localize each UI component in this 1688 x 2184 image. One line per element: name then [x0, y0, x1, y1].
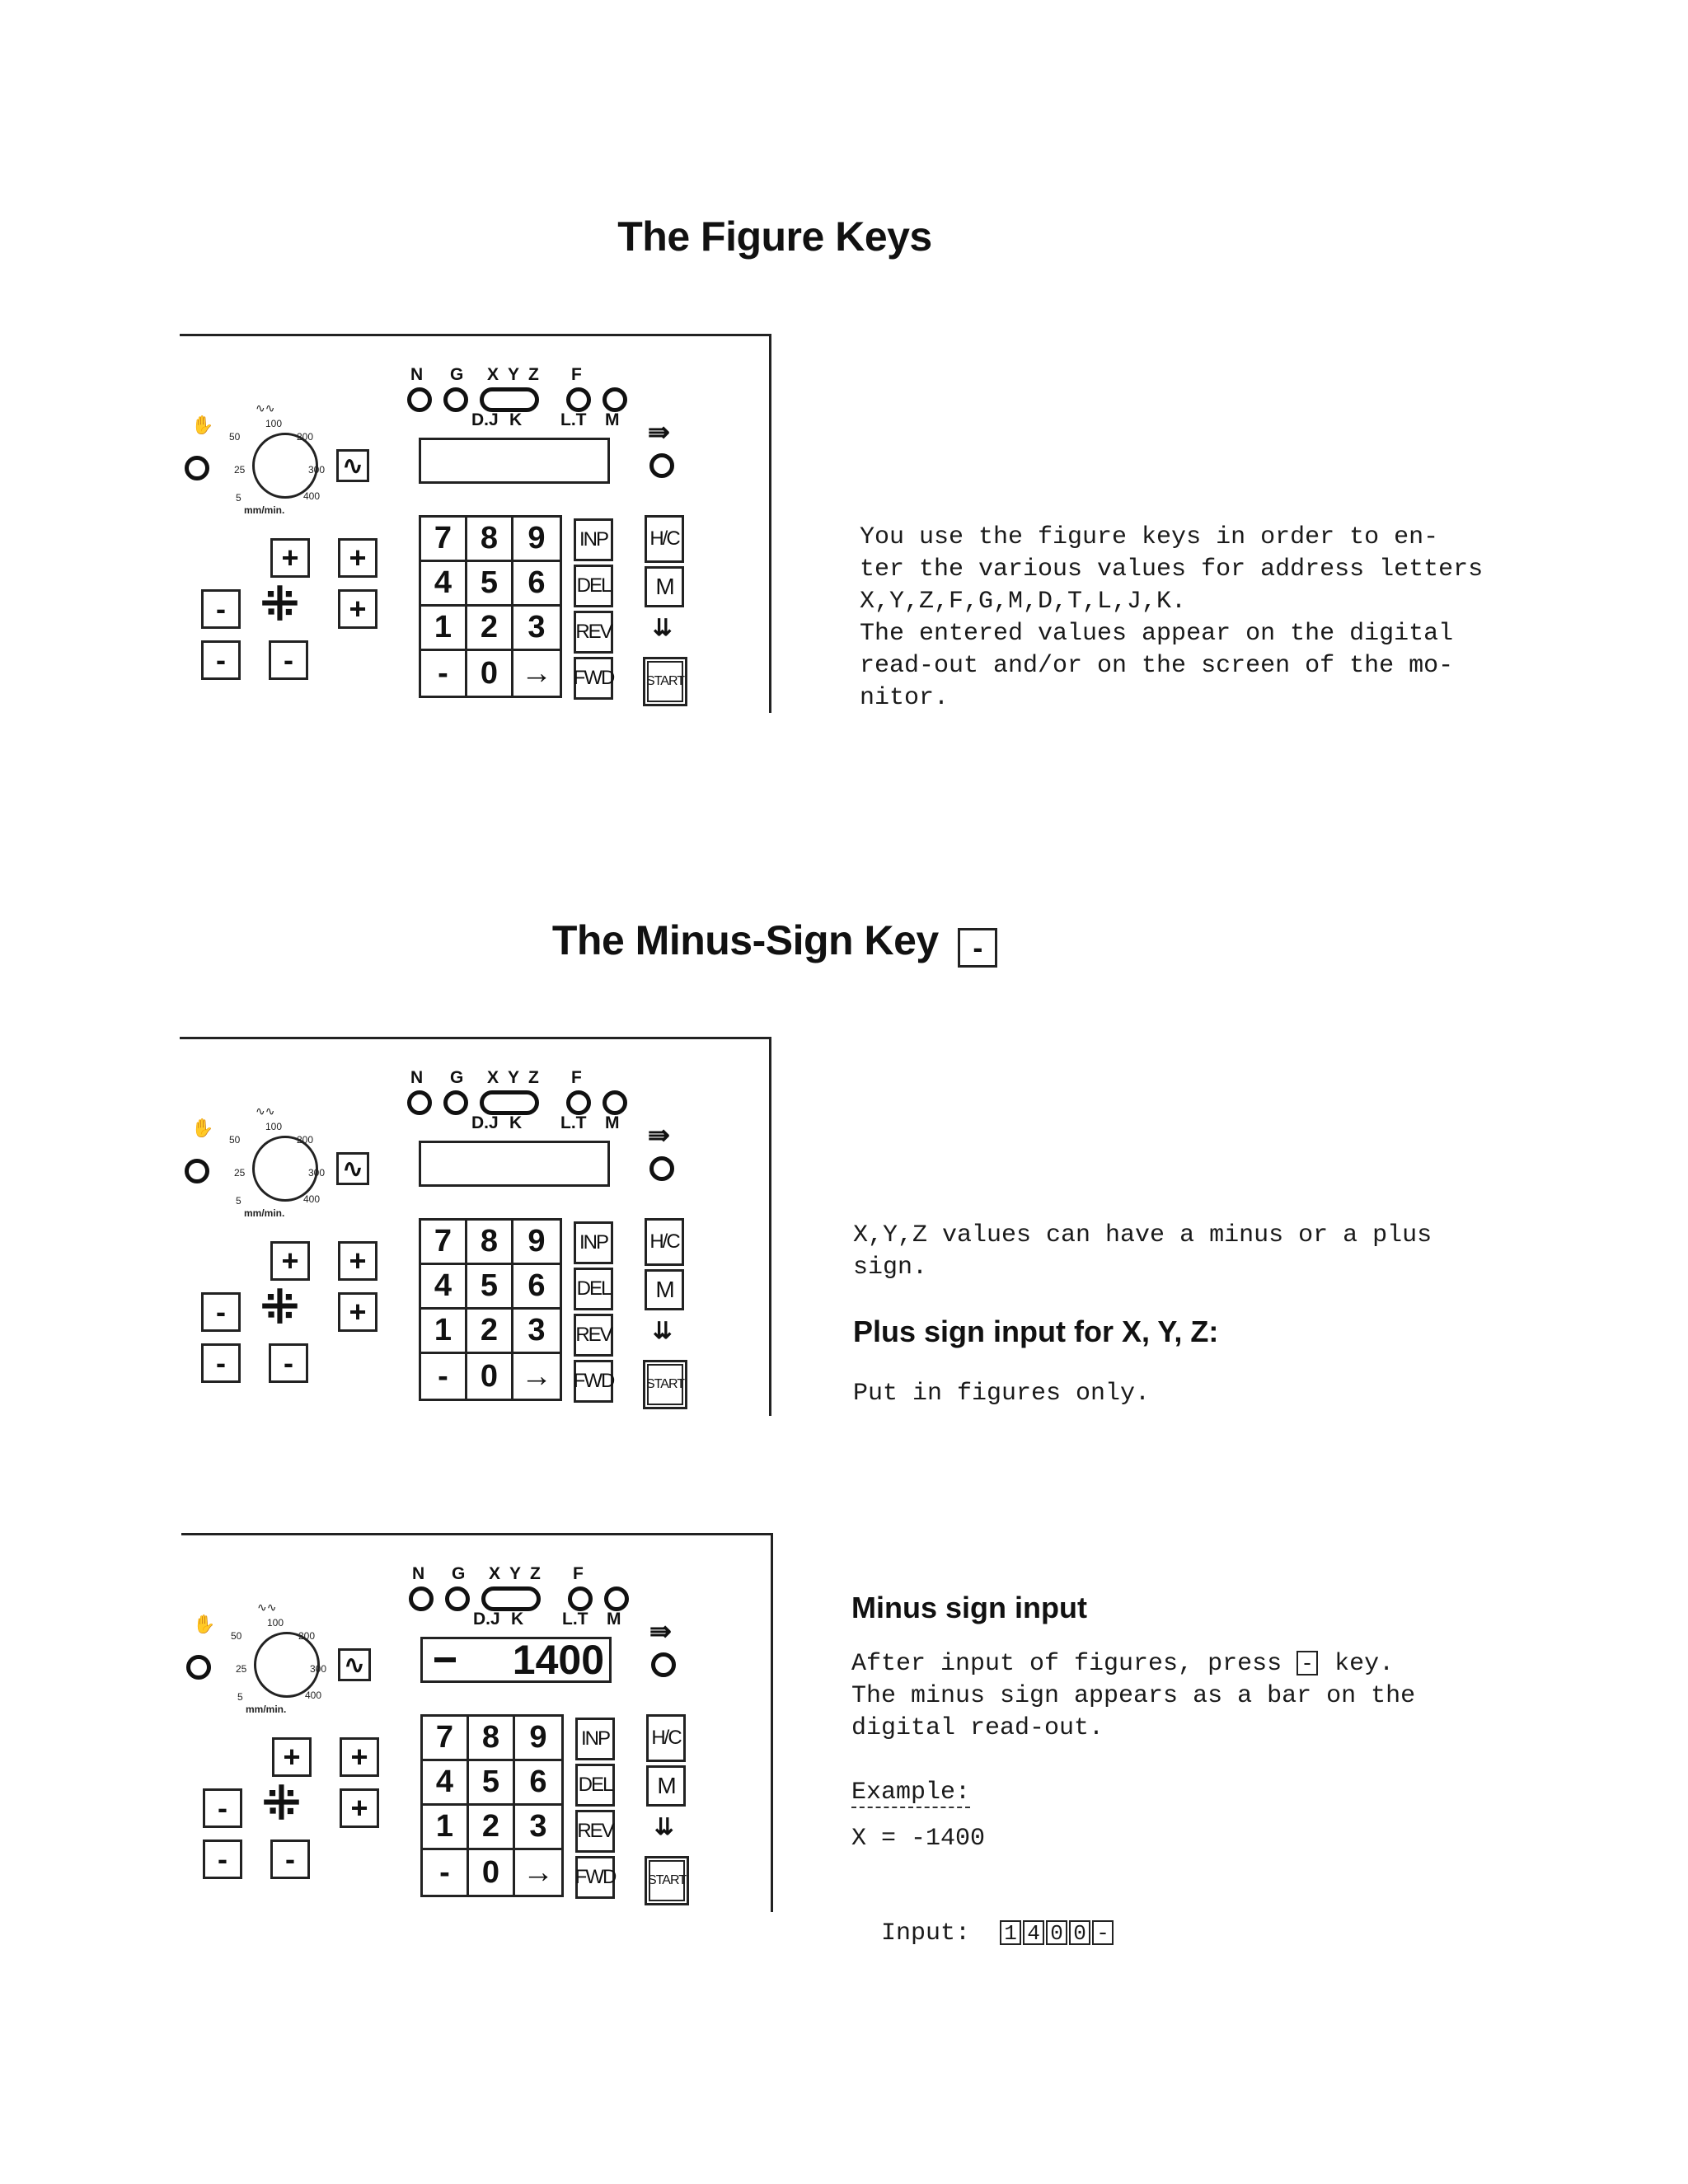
address-label-m: M: [607, 1610, 621, 1629]
input-key: -: [1092, 1920, 1114, 1945]
digit-key[interactable]: 8: [467, 1221, 513, 1265]
digit-key[interactable]: 4: [423, 1761, 469, 1806]
digit-key[interactable]: 3: [515, 1806, 561, 1850]
axis-cross-icon: ⁜: [262, 1777, 301, 1829]
hand-icon: ✋: [191, 1118, 214, 1138]
digit-key[interactable]: 5: [467, 562, 513, 607]
jog-plus-key[interactable]: +: [338, 1241, 377, 1281]
panel-border-right: [769, 334, 771, 713]
hand-icon: ✋: [191, 415, 214, 435]
digit-key[interactable]: 2: [469, 1806, 515, 1850]
address-label-x: X: [487, 365, 499, 384]
address-label-x: X: [489, 1564, 501, 1583]
dial-value: 5: [236, 1195, 241, 1207]
jump-arrow-icon: ⇛: [648, 1120, 670, 1150]
digit-key[interactable]: 2: [467, 1310, 513, 1354]
body-after-key: key. The minus sign appears as a bar on the digital read-out.: [851, 1650, 1416, 1742]
hc-key[interactable]: H/C: [646, 1714, 686, 1762]
status-led: [651, 1652, 676, 1677]
input-sequence: [851, 1886, 1115, 1950]
address-label-z: Z: [528, 1068, 539, 1087]
address-label-n: N: [410, 1068, 424, 1087]
led-xyz-group: [480, 1090, 539, 1115]
jump-arrow-icon: ⇛: [648, 417, 670, 447]
dial-unit: mm/min.: [244, 1207, 285, 1219]
digit-key[interactable]: 1: [421, 607, 467, 651]
control-panel-3: [181, 1533, 783, 1912]
manual-mode-led: [185, 1159, 209, 1183]
digit-key[interactable]: 1: [423, 1806, 469, 1850]
led-m: [604, 1586, 629, 1611]
status-led: [649, 453, 674, 478]
jog-plus-key[interactable]: +: [338, 589, 377, 629]
address-label-z: Z: [530, 1564, 541, 1583]
block-icon: ⇊: [653, 615, 673, 640]
digit-key[interactable]: 3: [513, 1310, 560, 1354]
feed-wave-icon: ∿∿: [256, 401, 275, 415]
minus-key-icon: -: [1296, 1651, 1318, 1675]
rev-key[interactable]: REV: [574, 611, 613, 654]
led-f: [568, 1586, 593, 1611]
address-label-m: M: [605, 410, 620, 429]
jump-arrow-icon: ⇛: [649, 1616, 672, 1646]
address-label-n: N: [410, 365, 424, 384]
digit-key[interactable]: 7: [423, 1717, 469, 1761]
digit-key[interactable]: 0: [469, 1850, 515, 1895]
address-label-lt: L.T: [562, 1610, 588, 1629]
address-label-k: K: [511, 1610, 524, 1629]
hc-key[interactable]: H/C: [645, 1218, 684, 1266]
digit-key[interactable]: →: [521, 655, 552, 691]
section-title-minus-sign-key: [0, 916, 1550, 968]
address-label-f: F: [571, 1068, 582, 1087]
start-key[interactable]: START: [643, 657, 687, 706]
dial-value: 200: [298, 1630, 316, 1642]
jog-plus-key[interactable]: +: [340, 1737, 379, 1777]
section-title-figure-keys: The Figure Keys: [617, 213, 932, 260]
dial-value: 100: [265, 418, 283, 429]
address-label-f: F: [573, 1564, 584, 1583]
start-key[interactable]: START: [643, 1360, 687, 1409]
dial-value: 300: [308, 464, 326, 476]
address-label-y: Y: [508, 1068, 520, 1087]
axis-cross-icon: ⁜: [260, 578, 299, 630]
address-label-dj: D.J: [471, 410, 499, 429]
fwd-key[interactable]: FWD: [574, 1360, 613, 1403]
dial-value: 5: [237, 1691, 243, 1703]
spindle-tilde-key[interactable]: ∿: [336, 1152, 369, 1185]
address-label-f: F: [571, 365, 582, 384]
panel-border-right: [771, 1533, 773, 1912]
jog-minus-key[interactable]: -: [201, 1292, 241, 1332]
panel-border-right: [769, 1037, 771, 1416]
dial-value: 400: [303, 490, 321, 502]
hand-icon: ✋: [193, 1614, 216, 1634]
status-led: [649, 1156, 674, 1181]
jog-plus-key[interactable]: +: [270, 1241, 310, 1281]
led-f: [566, 387, 591, 412]
led-xyz-group: [480, 387, 539, 412]
figure-keys-description: You use the figure keys in order to en- ter the various values for address letters X,Y,Z,F,G,M,D,T,L,J,K. The entered values appear on the digital read-out and/or on the screen of the mo- nitor.: [860, 523, 1484, 712]
digit-key[interactable]: 0: [467, 651, 513, 696]
address-label-lt: L.T: [560, 1113, 587, 1132]
readout-value: 1400: [512, 1637, 604, 1683]
jog-plus-key[interactable]: +: [340, 1788, 379, 1828]
input-key: 0: [1046, 1920, 1067, 1945]
led-m: [603, 387, 627, 412]
input-key: 0: [1069, 1920, 1090, 1945]
digit-key[interactable]: 6: [513, 1265, 560, 1310]
jog-minus-key[interactable]: -: [269, 1343, 308, 1383]
panel-border-top: [180, 1037, 771, 1039]
dial-value: 300: [308, 1167, 326, 1179]
title-text: The Minus-Sign Key: [551, 917, 939, 963]
digit-key[interactable]: 8: [467, 518, 513, 562]
panel-border-top: [180, 334, 771, 336]
input-label: Input:: [881, 1919, 971, 1947]
dial-value: 400: [305, 1690, 322, 1701]
address-label-lt: L.T: [560, 410, 587, 429]
digit-key[interactable]: 7: [421, 518, 467, 562]
control-panel-1: [180, 334, 781, 713]
panel-border-top: [181, 1533, 772, 1535]
inp-key[interactable]: INP: [574, 1221, 613, 1264]
dial-value: 50: [229, 1134, 241, 1146]
jog-minus-key[interactable]: -: [201, 1343, 241, 1383]
fwd-key[interactable]: FWD: [574, 657, 613, 700]
address-label-g: G: [452, 1564, 466, 1583]
address-label-y: Y: [508, 365, 520, 384]
jog-plus-key[interactable]: +: [272, 1737, 312, 1777]
spindle-tilde-key[interactable]: ∿: [336, 449, 369, 482]
led-n: [409, 1586, 434, 1611]
led-n: [407, 1090, 432, 1115]
minus-sign-input-body: [851, 1648, 1415, 1745]
plus-sign-body: Put in figures only.: [853, 1380, 1151, 1408]
minus-sign-description: X,Y,Z values can have a minus or a plus sign.: [853, 1221, 1432, 1282]
spindle-tilde-key[interactable]: ∿: [338, 1648, 371, 1681]
minus-key-icon: -: [958, 928, 997, 968]
jog-plus-key[interactable]: +: [270, 538, 310, 578]
address-label-g: G: [450, 365, 464, 384]
hc-key[interactable]: H/C: [645, 515, 684, 563]
fwd-key[interactable]: FWD: [575, 1856, 615, 1899]
dial-value: 100: [265, 1121, 283, 1132]
m-key[interactable]: M: [646, 1765, 686, 1807]
inp-key[interactable]: INP: [574, 518, 613, 561]
rev-key[interactable]: REV: [575, 1810, 615, 1853]
jog-plus-key[interactable]: +: [338, 1292, 377, 1332]
example-label: Example:: [851, 1779, 971, 1807]
digit-key[interactable]: 2: [467, 607, 513, 651]
address-label-y: Y: [509, 1564, 522, 1583]
dial-value: 50: [231, 1630, 242, 1642]
digit-key[interactable]: 6: [515, 1761, 561, 1806]
led-g: [443, 1090, 468, 1115]
del-key[interactable]: DEL: [574, 565, 613, 607]
input-key-sequence: [1000, 1919, 1115, 1947]
manual-mode-led: [185, 456, 209, 480]
digit-key[interactable]: 4: [421, 562, 467, 607]
address-label-k: K: [509, 1113, 523, 1132]
control-panel-2: [180, 1037, 781, 1416]
digit-key[interactable]: →: [523, 1854, 554, 1890]
led-n: [407, 387, 432, 412]
minus-sign-input-heading: Minus sign input: [851, 1591, 1087, 1624]
numeric-keypad: [419, 1218, 562, 1401]
address-label-k: K: [509, 410, 523, 429]
dial-value: 100: [267, 1617, 284, 1629]
digit-key[interactable]: 7: [421, 1221, 467, 1265]
input-key: 4: [1023, 1920, 1044, 1945]
dial-value: 25: [236, 1663, 247, 1675]
inp-key[interactable]: INP: [575, 1718, 615, 1760]
digit-key[interactable]: 9: [513, 1221, 560, 1265]
led-m: [603, 1090, 627, 1115]
digit-key[interactable]: 1: [421, 1310, 467, 1354]
digit-key[interactable]: 3: [513, 607, 560, 651]
m-key[interactable]: M: [645, 566, 684, 607]
address-label-m: M: [605, 1113, 620, 1132]
digit-key[interactable]: -: [421, 651, 467, 696]
digit-key[interactable]: 6: [513, 562, 560, 607]
digit-key[interactable]: 9: [515, 1717, 561, 1761]
dial-unit: mm/min.: [244, 504, 285, 516]
dial-value: 25: [234, 464, 246, 476]
dial-value: 300: [310, 1663, 327, 1675]
plus-sign-heading: Plus sign input for X, Y, Z:: [853, 1315, 1219, 1348]
example-value: X = -1400: [851, 1825, 986, 1853]
readout-minus-bar: [434, 1657, 456, 1662]
jog-minus-key[interactable]: -: [201, 640, 241, 680]
address-label-n: N: [412, 1564, 425, 1583]
dial-value: 400: [303, 1193, 321, 1205]
jog-plus-key[interactable]: +: [338, 538, 377, 578]
axis-cross-icon: ⁜: [260, 1281, 299, 1333]
manual-mode-led: [186, 1655, 211, 1680]
del-key[interactable]: DEL: [574, 1268, 613, 1310]
jog-minus-key[interactable]: -: [201, 589, 241, 629]
dial-value: 25: [234, 1167, 246, 1179]
digit-key[interactable]: 9: [513, 518, 560, 562]
feed-wave-icon: ∿∿: [256, 1104, 275, 1118]
address-label-dj: D.J: [471, 1113, 499, 1132]
dial-value: 5: [236, 492, 241, 504]
address-label-dj: D.J: [473, 1610, 500, 1629]
dial-value: 200: [297, 431, 314, 443]
digital-readout: [419, 1141, 610, 1187]
led-f: [566, 1090, 591, 1115]
digital-readout: [420, 1637, 612, 1683]
digit-key[interactable]: 4: [421, 1265, 467, 1310]
digit-key[interactable]: 8: [469, 1717, 515, 1761]
digit-key[interactable]: →: [521, 1358, 552, 1394]
address-label-z: Z: [528, 365, 539, 384]
numeric-keypad: [419, 515, 562, 698]
jog-minus-key[interactable]: -: [269, 640, 308, 680]
m-key[interactable]: M: [645, 1269, 684, 1310]
led-g: [445, 1586, 470, 1611]
jog-minus-key[interactable]: -: [270, 1840, 310, 1879]
digit-key[interactable]: 0: [467, 1354, 513, 1399]
digit-key[interactable]: -: [423, 1850, 469, 1895]
address-label-g: G: [450, 1068, 464, 1087]
digit-key[interactable]: -: [421, 1354, 467, 1399]
body-before-key: After input of figures, press: [851, 1650, 1282, 1678]
dial-value: 50: [229, 431, 241, 443]
led-xyz-group: [481, 1586, 541, 1611]
block-icon: ⇊: [654, 1814, 674, 1840]
jog-minus-key[interactable]: -: [203, 1840, 242, 1879]
digital-readout: [419, 438, 610, 484]
led-g: [443, 387, 468, 412]
start-key[interactable]: START: [645, 1856, 689, 1905]
block-icon: ⇊: [653, 1318, 673, 1343]
dial-value: 200: [297, 1134, 314, 1146]
numeric-keypad: [420, 1714, 564, 1897]
digit-key[interactable]: 5: [469, 1761, 515, 1806]
digit-key[interactable]: 5: [467, 1265, 513, 1310]
address-label-x: X: [487, 1068, 499, 1087]
feed-wave-icon: ∿∿: [257, 1601, 277, 1614]
input-key: 1: [1000, 1920, 1021, 1945]
dial-unit: mm/min.: [246, 1704, 287, 1715]
del-key[interactable]: DEL: [575, 1764, 615, 1807]
jog-minus-key[interactable]: -: [203, 1788, 242, 1828]
rev-key[interactable]: REV: [574, 1314, 613, 1357]
